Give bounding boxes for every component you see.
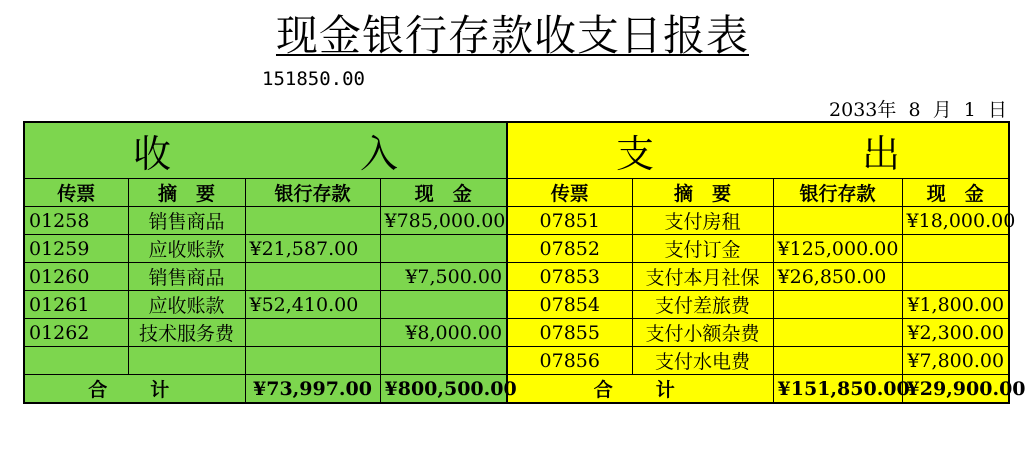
income-voucher: 01261 (24, 291, 128, 319)
table-row (24, 291, 1009, 319)
table-row (24, 235, 1009, 263)
income-col-voucher: 传票 (24, 179, 128, 207)
expense-bank (773, 347, 902, 375)
totals-row (24, 375, 1009, 404)
income-voucher (24, 347, 128, 375)
income-bank (245, 263, 380, 291)
table-row (24, 319, 1009, 347)
expense-cash: ¥2,300.00 (902, 319, 1009, 347)
income-summary (128, 347, 245, 375)
income-summary: 应收账款 (128, 235, 245, 263)
income-col-summary: 摘 要 (128, 179, 245, 207)
income-total-label: 合 计 (24, 375, 245, 404)
income-total-cash: ¥800,500.00 (380, 375, 507, 404)
expense-voucher: 07851 (507, 207, 632, 235)
income-cash: ¥785,000.00 (380, 207, 507, 235)
income-summary: 销售商品 (128, 207, 245, 235)
income-cash (380, 347, 507, 375)
income-voucher: 01258 (24, 207, 128, 235)
table-row (24, 263, 1009, 291)
income-voucher: 01260 (24, 263, 128, 291)
income-cash (380, 291, 507, 319)
expense-summary: 支付房租 (632, 207, 773, 235)
expense-cash: ¥7,800.00 (902, 347, 1009, 375)
table-row (24, 347, 1009, 375)
income-col-cash: 现 金 (380, 179, 507, 207)
expense-total-bank: ¥151,850.00 (773, 375, 902, 404)
expense-summary: 支付水电费 (632, 347, 773, 375)
expense-col-summary: 摘 要 (632, 179, 773, 207)
expense-cash: ¥18,000.00 (902, 207, 1009, 235)
expense-voucher: 07855 (507, 319, 632, 347)
expense-voucher: 07854 (507, 291, 632, 319)
income-cash: ¥8,000.00 (380, 319, 507, 347)
expense-cash: ¥1,800.00 (902, 291, 1009, 319)
income-col-bank: 银行存款 (245, 179, 380, 207)
expense-voucher: 07852 (507, 235, 632, 263)
income-section-heading: 收 入 (24, 122, 507, 179)
expense-summary: 支付订金 (632, 235, 773, 263)
income-bank: ¥52,410.00 (245, 291, 380, 319)
table-row (24, 207, 1009, 235)
income-total-bank: ¥73,997.00 (245, 375, 380, 404)
expense-cash (902, 235, 1009, 263)
expense-voucher: 07856 (507, 347, 632, 375)
expense-summary: 支付本月社保 (632, 263, 773, 291)
expense-bank (773, 319, 902, 347)
expense-col-cash: 现 金 (902, 179, 1009, 207)
expense-section-heading: 支 出 (507, 122, 1009, 179)
income-summary: 销售商品 (128, 263, 245, 291)
income-bank: ¥21,587.00 (245, 235, 380, 263)
expense-total-label: 合 计 (507, 375, 773, 404)
expense-total-cash: ¥29,900.00 (902, 375, 1009, 404)
income-bank (245, 347, 380, 375)
income-bank (245, 319, 380, 347)
expense-bank (773, 207, 902, 235)
income-voucher: 01259 (24, 235, 128, 263)
expense-bank: ¥26,850.00 (773, 263, 902, 291)
income-bank (245, 207, 380, 235)
income-summary: 技术服务费 (128, 319, 245, 347)
expense-summary: 支付差旅费 (632, 291, 773, 319)
expense-voucher: 07853 (507, 263, 632, 291)
report-date: 2033年 8 月 1 日 (829, 99, 1007, 121)
income-summary: 应收账款 (128, 291, 245, 319)
income-voucher: 01262 (24, 319, 128, 347)
expense-bank (773, 291, 902, 319)
expense-summary: 支付小额杂费 (632, 319, 773, 347)
expense-cash (902, 263, 1009, 291)
income-cash: ¥7,500.00 (380, 263, 507, 291)
expense-bank: ¥125,000.00 (773, 235, 902, 263)
income-cash (380, 235, 507, 263)
balance-value: 151850.00 (262, 68, 365, 90)
expense-col-bank: 银行存款 (773, 179, 902, 207)
expense-col-voucher: 传票 (507, 179, 632, 207)
report-title: 现金银行存款收支日报表 (275, 11, 749, 60)
ledger-table (23, 121, 1026, 404)
